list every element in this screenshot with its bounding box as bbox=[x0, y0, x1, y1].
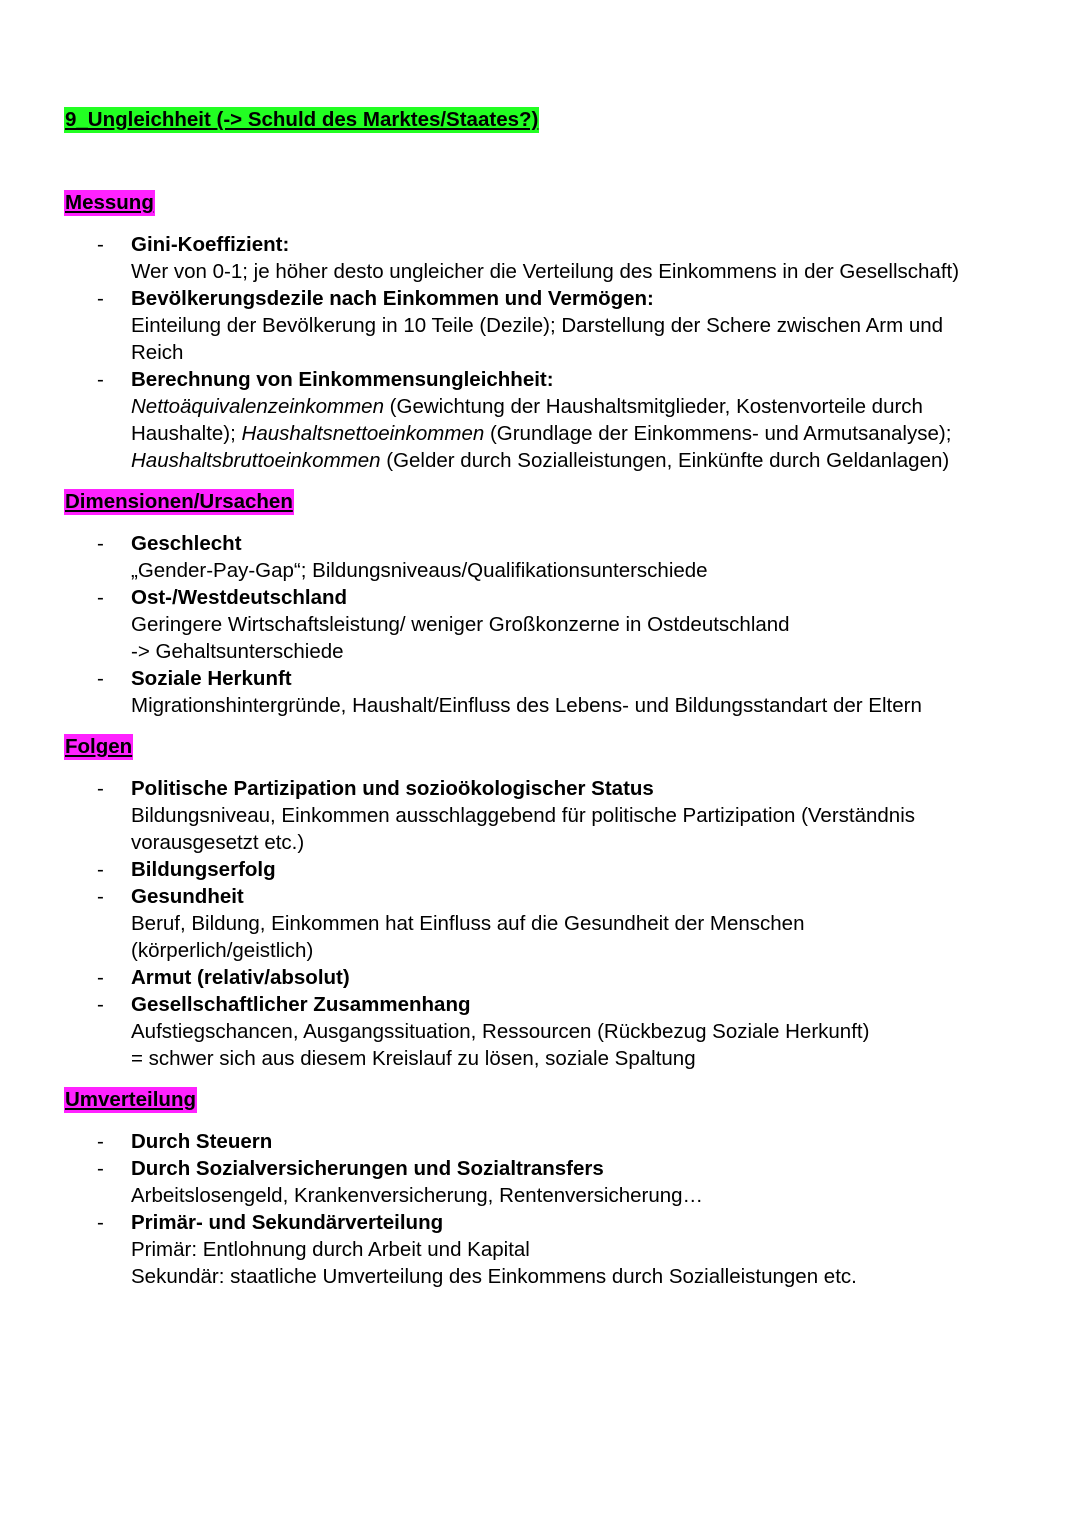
item-title: Armut (relativ/absolut) bbox=[131, 966, 350, 989]
section-heading-umverteilung: Umverteilung bbox=[65, 1088, 196, 1111]
italic-term: Haushaltsbruttoeinkommen bbox=[131, 449, 381, 472]
bullet-dash: - bbox=[97, 858, 104, 881]
item-text-rest: (Grundlage der Einkommens- und Armutsanalyse); bbox=[484, 422, 952, 445]
bullet-dash: - bbox=[97, 966, 104, 989]
bullet-dash: - bbox=[97, 993, 104, 1016]
item-text: Reich bbox=[131, 341, 184, 364]
item-title: Durch Sozialversicherungen und Sozialtransfers bbox=[131, 1157, 604, 1180]
item-title: Gini-Koeffizient: bbox=[131, 233, 290, 256]
item-text-pre: Haushalte); bbox=[131, 422, 242, 445]
item-title: Bildungserfolg bbox=[131, 858, 276, 881]
item-text: vorausgesetzt etc.) bbox=[131, 831, 305, 854]
bullet-dash: - bbox=[97, 233, 104, 256]
item-text: Wer von 0-1; je höher desto ungleicher die Verteilung des Einkommens in der Gesellschaft) bbox=[131, 260, 960, 283]
item-text: = schwer sich aus diesem Kreislauf zu lösen, soziale Spaltung bbox=[131, 1047, 696, 1070]
item-text: -> Gehaltsunterschiede bbox=[131, 640, 344, 663]
bullet-dash: - bbox=[97, 1211, 104, 1234]
section-heading-folgen: Folgen bbox=[65, 735, 133, 758]
italic-term: Nettoäquivalenzeinkommen bbox=[131, 395, 384, 418]
item-text: Aufstiegschancen, Ausgangssituation, Ressourcen (Rückbezug Soziale Herkunft) bbox=[131, 1020, 870, 1043]
item-text: Geringere Wirtschaftsleistung/ weniger Großkonzerne in Ostdeutschland bbox=[131, 613, 790, 636]
item-text: Bildungsniveau, Einkommen ausschlaggebend für politische Partizipation (Verständnis bbox=[131, 804, 916, 827]
item-text: Einteilung der Bevölkerung in 10 Teile (Dezile); Darstellung der Schere zwischen Arm und bbox=[131, 314, 944, 337]
item-text: Arbeitslosengeld, Krankenversicherung, Rentenversicherung… bbox=[131, 1184, 704, 1207]
item-text: Beruf, Bildung, Einkommen hat Einfluss auf die Gesundheit der Menschen bbox=[131, 912, 805, 935]
bullet-dash: - bbox=[97, 667, 104, 690]
item-title: Ost-/Westdeutschland bbox=[131, 586, 348, 609]
bullet-dash: - bbox=[97, 1130, 104, 1153]
item-text bbox=[131, 393, 923, 420]
item-title: Soziale Herkunft bbox=[131, 667, 292, 690]
bullet-dash: - bbox=[97, 586, 104, 609]
item-text: (körperlich/geistlich) bbox=[131, 939, 314, 962]
item-text bbox=[131, 447, 949, 474]
item-text: Primär: Entlohnung durch Arbeit und Kapital bbox=[131, 1238, 530, 1261]
item-title: Politische Partizipation und sozioökologischer Status bbox=[131, 777, 654, 800]
item-title: Gesellschaftlicher Zusammenhang bbox=[131, 993, 471, 1016]
section-heading-messung: Messung bbox=[65, 191, 154, 214]
bullet-dash: - bbox=[97, 777, 104, 800]
item-title: Primär- und Sekundärverteilung bbox=[131, 1211, 444, 1234]
item-title: Gesundheit bbox=[131, 885, 244, 908]
item-title: Geschlecht bbox=[131, 532, 242, 555]
item-text: Migrationshintergründe, Haushalt/Einfluss des Lebens- und Bildungsstandart der Eltern bbox=[131, 694, 922, 717]
item-title: Durch Steuern bbox=[131, 1130, 273, 1153]
item-text: „Gender-Pay-Gap“; Bildungsniveaus/Qualifikationsunterschiede bbox=[131, 559, 708, 582]
section-heading-dimensionen: Dimensionen/Ursachen bbox=[65, 490, 293, 513]
bullet-dash: - bbox=[97, 885, 104, 908]
bullet-dash: - bbox=[97, 287, 104, 310]
italic-term: Haushaltsnettoeinkommen bbox=[241, 422, 485, 445]
item-title: Berechnung von Einkommensungleichheit: bbox=[131, 368, 554, 391]
document-title: 9_Ungleichheit (-> Schuld des Marktes/Staates?) bbox=[65, 108, 539, 131]
item-text: Sekundär: staatliche Umverteilung des Einkommens durch Sozialleistungen etc. bbox=[131, 1265, 857, 1288]
bullet-dash: - bbox=[97, 532, 104, 555]
item-text-rest: (Gewichtung der Haushaltsmitglieder, Kostenvorteile durch bbox=[383, 395, 923, 418]
item-text bbox=[131, 420, 951, 447]
item-text-rest: (Gelder durch Sozialleistungen, Einkünfte durch Geldanlagen) bbox=[380, 449, 950, 472]
item-title: Bevölkerungsdezile nach Einkommen und Vermögen: bbox=[131, 287, 654, 310]
bullet-dash: - bbox=[97, 1157, 104, 1180]
bullet-dash: - bbox=[97, 368, 104, 391]
